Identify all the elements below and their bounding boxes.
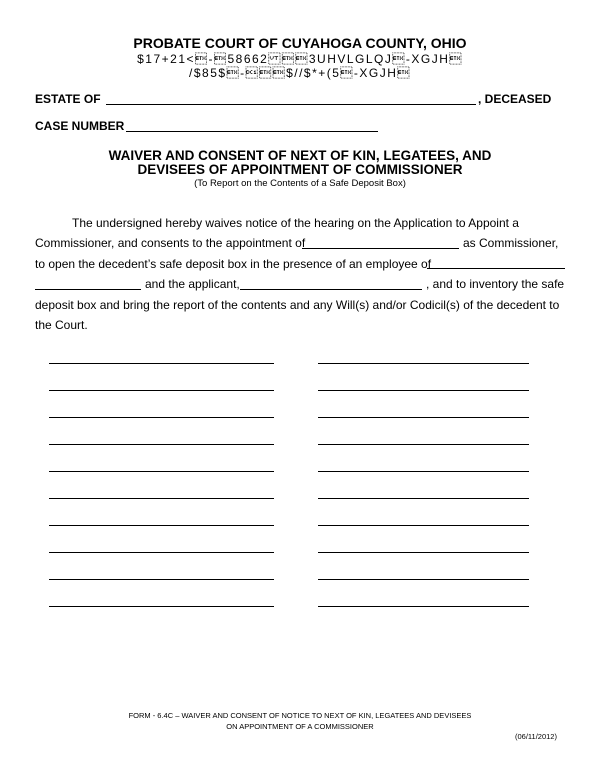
body-line-4b: , and to inventory the safe	[426, 277, 565, 291]
form-title-line-2: DEVISEES OF APPOINTMENT OF COMMISSIONER	[137, 162, 463, 177]
body-line-1: The undersigned hereby waives notice of the hearing on the Application to Appoint a	[72, 216, 519, 230]
signature-line-left[interactable]	[49, 498, 274, 499]
signature-line-left[interactable]	[49, 579, 274, 580]
judge-line-1: $17+21<-58662 3UHVLGLQJ-XGJH	[137, 52, 463, 66]
case-number-field[interactable]	[126, 131, 378, 132]
signature-line-left[interactable]	[49, 525, 274, 526]
estate-name-field[interactable]	[106, 104, 476, 105]
signature-line-left[interactable]	[49, 363, 274, 364]
footer-line-1: FORM - 6.4C – WAIVER AND CONSENT OF NOTICE TO NEXT OF KIN, LEGATEES AND DEVISEES	[128, 711, 472, 720]
estate-label: ESTATE OF	[35, 92, 101, 106]
signature-line-right[interactable]	[318, 606, 529, 607]
signature-line-right[interactable]	[318, 498, 529, 499]
signature-line-left[interactable]	[49, 552, 274, 553]
body-line-5: deposit box and bring the report of the contents and any Will(s) and/or Codicil(s) of the decedent to	[35, 298, 560, 312]
revision-date: (06/11/2012)	[515, 732, 557, 741]
body-line-2b: as Commissioner,	[463, 236, 559, 250]
form-title-line-1: WAIVER AND CONSENT OF NEXT OF KIN, LEGATEES, AND	[108, 148, 492, 163]
bank-name-field[interactable]	[35, 289, 141, 290]
judge-line-2: /$85$-$//$*+(5-XGJH	[189, 66, 411, 80]
signature-line-right[interactable]	[318, 471, 529, 472]
signature-line-left[interactable]	[49, 444, 274, 445]
signature-line-left[interactable]	[49, 417, 274, 418]
body-line-3: to open the decedent’s safe deposit box in the presence of an employee of	[35, 257, 432, 271]
signature-line-left[interactable]	[49, 471, 274, 472]
signature-line-right[interactable]	[318, 417, 529, 418]
body-line-4a: and the applicant,	[145, 277, 240, 291]
case-number-label: CASE NUMBER	[35, 119, 125, 133]
body-line-2a: Commissioner, and consents to the appointment of	[35, 236, 306, 250]
bank-employee-field[interactable]	[427, 268, 565, 269]
footer-line-2: ON APPOINTMENT OF A COMMISSIONER	[226, 722, 374, 731]
signature-line-right[interactable]	[318, 390, 529, 391]
signature-line-right[interactable]	[318, 444, 529, 445]
court-name: PROBATE COURT OF CUYAHOGA COUNTY, OHIO	[133, 35, 467, 51]
form-subtitle: (To Report on the Contents of a Safe Deposit Box)	[194, 178, 406, 189]
applicant-name-field[interactable]	[240, 289, 422, 290]
body-line-6: the Court.	[35, 318, 88, 332]
signature-line-right[interactable]	[318, 525, 529, 526]
deceased-label: , DECEASED	[478, 92, 552, 106]
signature-line-left[interactable]	[49, 390, 274, 391]
signature-line-right[interactable]	[318, 579, 529, 580]
signature-line-right[interactable]	[318, 552, 529, 553]
signature-line-right[interactable]	[318, 363, 529, 364]
commissioner-name-field[interactable]	[302, 248, 459, 249]
signature-line-left[interactable]	[49, 606, 274, 607]
